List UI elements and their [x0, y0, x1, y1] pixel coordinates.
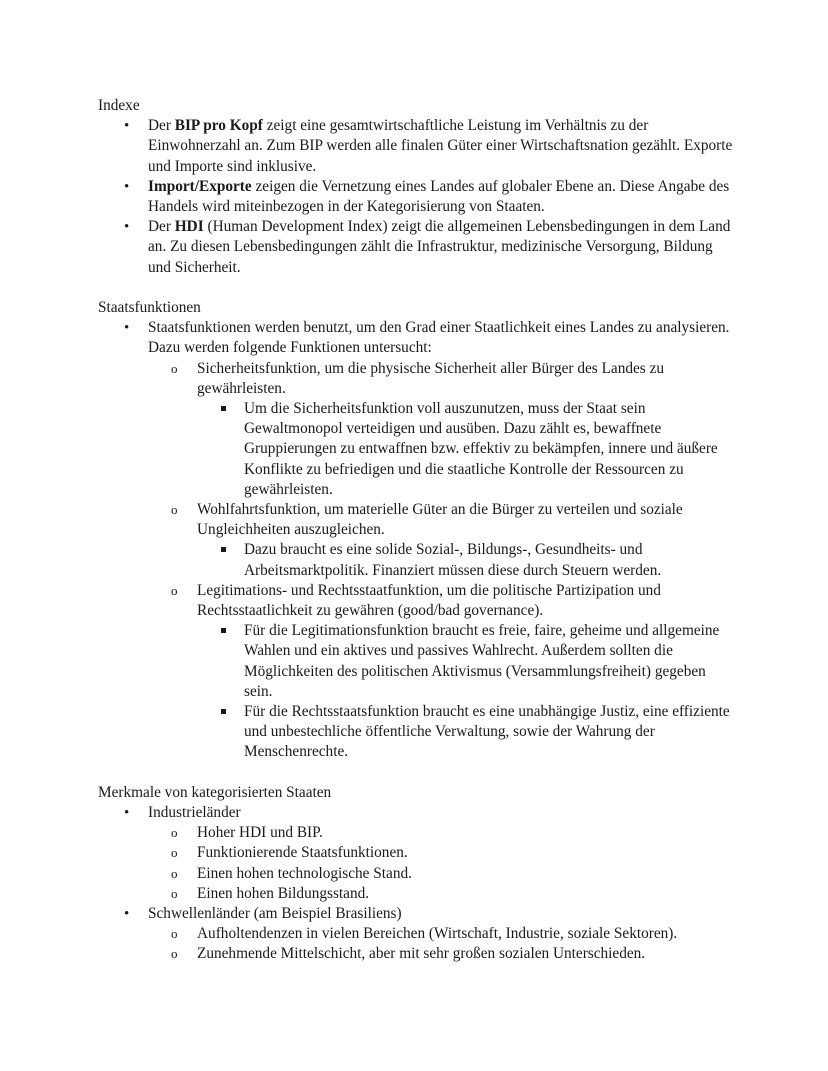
- detail-item: [197, 702, 738, 763]
- function-text: Sicherheitsfunktion, um die physische Sicherheit aller Bürger des Landes zu gewährleisten.: [197, 359, 665, 397]
- item-term: BIP pro Kopf: [174, 117, 263, 135]
- function-details: [197, 540, 738, 580]
- point-item: [148, 843, 738, 863]
- square-bullet-icon: [221, 547, 226, 552]
- detail-text: Dazu braucht es eine solide Sozial-, Bildungs-, Gesundheits- und Arbeitsmarktpolitik. Finanziert müssen diese durch Steuern werden.: [244, 541, 662, 579]
- staatsfunktionen-list: [98, 318, 738, 762]
- document-page: [98, 96, 738, 965]
- bullet-icon: •: [124, 178, 130, 195]
- point-text: Hoher HDI und BIP.: [197, 824, 323, 842]
- point-text: Aufholtendenzen in vielen Bereichen (Wirtschaft, Industrie, soziale Sektoren).: [197, 925, 678, 943]
- function-item-legitimation: [148, 581, 738, 763]
- section-heading-merkmale: Merkmale von kategorisierten Staaten: [98, 783, 332, 801]
- category-industrielaender: [98, 803, 738, 904]
- function-text: Legitimations- und Rechtsstaatfunktion, um die politische Partizipation und Rechtsstaatlichkeit zu gewähren (good/bad governance).: [197, 581, 661, 620]
- bullet-icon: •: [124, 320, 130, 337]
- point-item: [148, 884, 738, 904]
- point-item: [148, 864, 738, 884]
- circle-bullet-icon: o: [171, 502, 178, 518]
- item-text-post: zeigt eine gesamtwirtschaftliche Leistung im Verhältnis zu der Einwohnerzahl an. Zum BIP werden alle finalen Güter einer Wirtschaftsnation gezählt. Exporte und Importe sind inklusive.: [148, 117, 733, 175]
- detail-item: [197, 621, 738, 702]
- list-item-hdi: [98, 217, 738, 278]
- category-schwellenlaender: [98, 904, 738, 965]
- section-heading-indexe: Indexe: [98, 97, 140, 114]
- bullet-icon: •: [124, 906, 130, 923]
- item-text-pre: Der: [148, 218, 175, 236]
- indexe-list: [98, 116, 738, 278]
- point-text: Einen hohen Bildungsstand.: [197, 884, 370, 902]
- item-term: Import/Exporte: [148, 177, 252, 195]
- bullet-icon: •: [124, 805, 130, 822]
- square-bullet-icon: [221, 628, 226, 633]
- point-item: [148, 823, 738, 843]
- functions-list: [148, 359, 738, 763]
- function-details: [197, 399, 738, 500]
- merkmale-list: [98, 803, 738, 965]
- intro-text: Staatsfunktionen werden benutzt, um den Grad einer Staatlichkeit eines Landes zu analysieren. Dazu werden folgende Funktionen untersucht:: [148, 319, 730, 357]
- detail-text: Für die Rechtsstaatsfunktion braucht es eine unabhängige Justiz, eine effiziente und unbestechliche öffentliche Verwaltung, sowie der Wahrung der Menschenrechte.: [244, 703, 730, 761]
- category-points: [148, 924, 738, 964]
- point-text: Einen hohen technologische Stand.: [197, 864, 412, 882]
- circle-bullet-icon: o: [171, 885, 178, 901]
- spacer: [98, 763, 738, 783]
- function-item-sicherheit: [148, 359, 738, 500]
- list-item-bip: [98, 116, 738, 177]
- point-item: [148, 924, 738, 944]
- section-heading-staatsfunktionen: Staatsfunktionen: [98, 299, 201, 316]
- detail-item: [197, 540, 738, 580]
- point-text: Funktionierende Staatsfunktionen.: [197, 844, 408, 862]
- point-item: [148, 944, 738, 964]
- function-item-wohlfahrt: [148, 500, 738, 581]
- circle-bullet-icon: o: [171, 865, 178, 881]
- bullet-icon: •: [124, 118, 130, 135]
- category-label: Industrieländer: [148, 804, 241, 822]
- detail-text: Für die Legitimationsfunktion braucht es freie, faire, geheime und allgemeine Wahlen und ein aktives und passives Wahlrecht. Außerdem sollten die Möglichkeiten des politischen Aktivismus (Versammlungsfreiheit) gegeben sein.: [244, 622, 720, 700]
- circle-bullet-icon: o: [171, 926, 178, 942]
- circle-bullet-icon: o: [171, 946, 178, 962]
- list-item-import-export: [98, 177, 738, 217]
- circle-bullet-icon: o: [171, 582, 178, 598]
- point-text: Zunehmende Mittelschicht, aber mit sehr großen sozialen Unterschieden.: [197, 945, 646, 963]
- square-bullet-icon: [221, 709, 226, 714]
- square-bullet-icon: [221, 406, 226, 411]
- circle-bullet-icon: o: [171, 360, 178, 376]
- function-details: [197, 621, 738, 762]
- spacer: [98, 278, 738, 298]
- bullet-icon: •: [124, 219, 130, 236]
- item-text-pre: Der: [148, 117, 175, 135]
- detail-text: Um die Sicherheitsfunktion voll auszunutzen, muss der Staat sein Gewaltmonopol verteidigen und ausüben. Dazu zählt es, bewaffnete Gruppierungen zu entwaffnen bzw. effektiv zu bekämpfen, innere und äußere Konflikte zu befriedigen und die staatliche Kontrolle der Ressourcen zu gewährleisten.: [244, 400, 718, 498]
- category-points: [148, 823, 738, 904]
- item-text-post: (Human Development Index) zeigt die allgemeinen Lebensbedingungen in dem Land an. Zu diesen Lebensbedingungen zählt die Infrastruktur, medizinische Versorgung, Bildung und Sicherheit.: [148, 218, 731, 276]
- list-item-intro: [98, 318, 738, 762]
- detail-item: [197, 399, 738, 500]
- item-text-post: zeigen die Vernetzung eines Landes auf globaler Ebene an. Diese Angabe des Handels wird miteinbezogen in der Kategorisierung von Staaten.: [148, 177, 730, 215]
- circle-bullet-icon: o: [171, 825, 178, 841]
- category-label: Schwellenländer (am Beispiel Brasiliens): [148, 905, 402, 923]
- function-text: Wohlfahrtsfunktion, um materielle Güter an die Bürger zu verteilen und soziale Ungleichheiten auszugleichen.: [197, 501, 683, 539]
- item-term: HDI: [174, 218, 204, 236]
- circle-bullet-icon: o: [171, 845, 178, 861]
